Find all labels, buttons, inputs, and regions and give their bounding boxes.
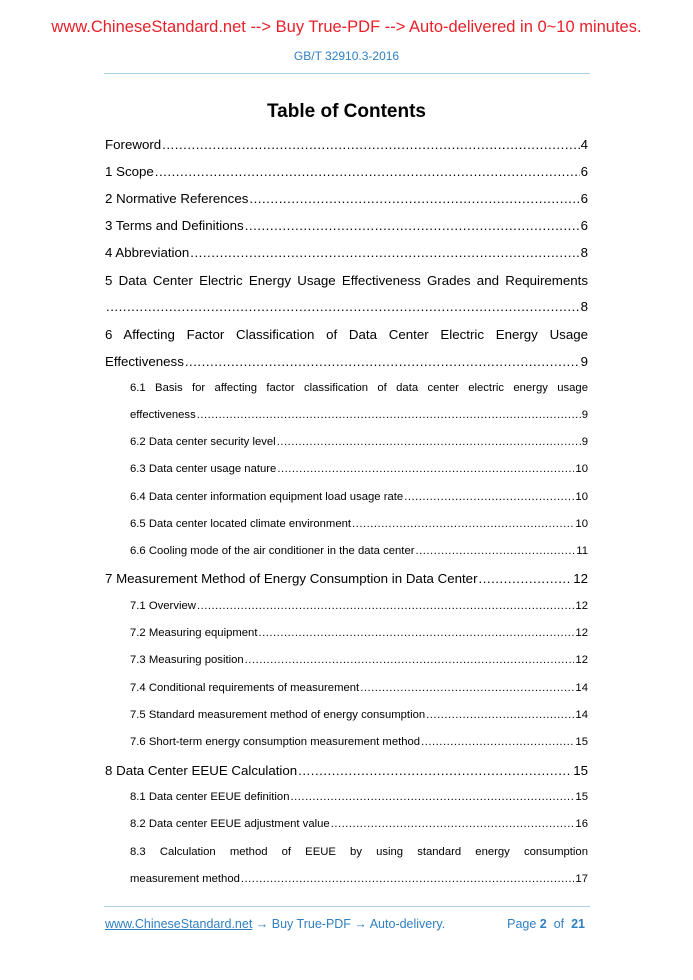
dot-leader bbox=[258, 627, 574, 639]
toc-entry-title: 7.1 Overview bbox=[130, 600, 196, 612]
dot-leader bbox=[106, 299, 580, 314]
dot-leader bbox=[352, 518, 574, 530]
toc-entry[interactable] bbox=[105, 299, 588, 314]
toc-page-number: 8 bbox=[580, 245, 588, 260]
toc-entry[interactable] bbox=[130, 409, 588, 421]
dot-leader bbox=[277, 463, 574, 475]
toc-entry-title: 6.2 Data center security level bbox=[130, 436, 276, 448]
dot-leader bbox=[249, 191, 579, 206]
toc-entry-title: Foreword bbox=[105, 137, 162, 152]
toc-entry-title: 4 Abbreviation bbox=[105, 245, 190, 260]
toc-page-number: 14 bbox=[575, 682, 588, 694]
toc-entry-title: effectiveness bbox=[130, 409, 196, 421]
of-label: of bbox=[553, 917, 565, 931]
toc-entry[interactable] bbox=[130, 545, 588, 557]
toc-entry[interactable] bbox=[130, 846, 588, 858]
toc-entry[interactable] bbox=[105, 245, 588, 260]
page-title: Table of Contents bbox=[266, 101, 427, 122]
footer-link[interactable]: www.ChineseStandard.net bbox=[105, 917, 253, 931]
toc-entry[interactable] bbox=[130, 736, 588, 748]
toc-entry[interactable] bbox=[105, 191, 588, 206]
toc-page-number: 10 bbox=[575, 463, 588, 475]
toc-entry-title: 3 Terms and Definitions bbox=[105, 218, 244, 233]
dot-leader bbox=[404, 491, 574, 503]
toc-page-number: 8 bbox=[580, 299, 588, 314]
toc-page-number: 15 bbox=[575, 736, 588, 748]
footer-divider bbox=[104, 906, 590, 907]
toc-entry[interactable] bbox=[130, 518, 588, 530]
toc-entry-title: 7 Measurement Method of Energy Consumption in Data Center bbox=[105, 571, 478, 586]
toc-entry[interactable] bbox=[130, 600, 588, 612]
toc-page-number: 12 bbox=[573, 571, 588, 586]
dot-leader bbox=[245, 218, 580, 233]
toc-entry-title: 8 Data Center EEUE Calculation bbox=[105, 763, 298, 778]
toc-page-number: 12 bbox=[575, 654, 588, 666]
toc-entry[interactable] bbox=[130, 791, 588, 803]
toc-page-number: 15 bbox=[575, 791, 588, 803]
footer-tagline: → Buy True-PDF → Auto-delivery. bbox=[252, 917, 446, 931]
toc-entry[interactable] bbox=[105, 137, 588, 152]
dot-leader bbox=[241, 873, 575, 885]
toc-page-number: 9 bbox=[580, 354, 588, 369]
dot-leader bbox=[421, 736, 574, 748]
toc-page-number: 17 bbox=[575, 873, 588, 885]
toc-entry-title: 8.1 Data center EEUE definition bbox=[130, 791, 290, 803]
toc-entry-title: 6.4 Data center information equipment load usage rate bbox=[130, 491, 404, 503]
toc-page-number: 9 bbox=[581, 436, 588, 448]
dot-leader bbox=[155, 164, 580, 179]
toc-entry[interactable] bbox=[130, 709, 588, 721]
dot-leader bbox=[190, 245, 579, 260]
footer-text bbox=[105, 917, 445, 931]
toc-entry-title: 8.2 Data center EEUE adjustment value bbox=[130, 818, 330, 830]
dot-leader bbox=[245, 654, 575, 666]
page-indicator bbox=[507, 917, 585, 931]
toc-entry[interactable] bbox=[130, 654, 588, 666]
toc-entry[interactable] bbox=[130, 436, 588, 448]
dot-leader bbox=[185, 354, 580, 369]
toc-entry-title: 6.1 Basis for affecting factor classification of data center electric energy usage bbox=[130, 382, 588, 394]
toc-entry[interactable] bbox=[105, 218, 588, 233]
toc-entry-title: 5 Data Center Electric Energy Usage Effectiveness Grades and Requirements bbox=[105, 273, 588, 288]
toc-entry-title: 7.2 Measuring equipment bbox=[130, 627, 258, 639]
toc-page-number: 15 bbox=[573, 763, 588, 778]
dot-leader bbox=[162, 137, 579, 152]
toc-entry[interactable] bbox=[130, 682, 588, 694]
toc-page-number: 10 bbox=[575, 518, 588, 530]
toc-entry[interactable] bbox=[130, 463, 588, 475]
dot-leader bbox=[426, 709, 574, 721]
toc-page-number: 11 bbox=[576, 545, 588, 557]
toc-entry-title: 6.3 Data center usage nature bbox=[130, 463, 277, 475]
dot-leader bbox=[416, 545, 576, 557]
dot-leader bbox=[331, 818, 575, 830]
toc-page-number: 9 bbox=[581, 409, 588, 421]
toc-entry-title: 6.5 Data center located climate environment bbox=[130, 518, 352, 530]
dot-leader bbox=[197, 409, 581, 421]
toc-page-number: 10 bbox=[575, 491, 588, 503]
dot-leader bbox=[291, 791, 575, 803]
toc-entry-title: 1 Scope bbox=[105, 164, 154, 179]
toc-entry[interactable] bbox=[105, 571, 588, 586]
toc-entry[interactable] bbox=[105, 763, 588, 778]
toc-entry-title: 7.6 Short-term energy consumption measurement method bbox=[130, 736, 421, 748]
toc-entry[interactable] bbox=[130, 382, 588, 394]
toc-page-number: 16 bbox=[575, 818, 588, 830]
page-total: 21 bbox=[571, 917, 585, 931]
toc-entry[interactable] bbox=[130, 873, 588, 885]
toc-entry-title: 7.3 Measuring position bbox=[130, 654, 244, 666]
dot-leader bbox=[360, 682, 574, 694]
dot-leader bbox=[277, 436, 581, 448]
toc-entry-title: 2 Normative References bbox=[105, 191, 249, 206]
page-number: 2 bbox=[539, 917, 547, 931]
toc-entry[interactable] bbox=[130, 627, 588, 639]
toc-entry[interactable] bbox=[130, 491, 588, 503]
toc-page-number: 4 bbox=[580, 137, 588, 152]
page-label: Page bbox=[507, 917, 537, 931]
toc-page-number: 12 bbox=[575, 600, 588, 612]
standard-number-header: GB/T 32910.3-2016 bbox=[293, 49, 400, 63]
toc-page-number: 14 bbox=[575, 709, 588, 721]
toc-entry-title: 8.3 Calculation method of EEUE by using standard energy consumption bbox=[130, 846, 588, 858]
promo-banner[interactable]: www.ChineseStandard.net --> Buy True-PDF --> Auto-delivered in 0~10 minutes. bbox=[51, 18, 642, 36]
toc-entry[interactable] bbox=[105, 327, 588, 342]
toc-entry[interactable] bbox=[130, 818, 588, 830]
toc-page-number: 6 bbox=[580, 191, 588, 206]
toc-entry[interactable] bbox=[105, 164, 588, 179]
toc-page-number: 6 bbox=[580, 164, 588, 179]
toc-page-number: 6 bbox=[580, 218, 588, 233]
toc-entry[interactable] bbox=[105, 354, 588, 369]
toc-entry-title: Effectiveness bbox=[105, 354, 184, 369]
toc-entry-title: 7.5 Standard measurement method of energy consumption bbox=[130, 709, 426, 721]
header-divider bbox=[104, 73, 590, 74]
dot-leader bbox=[479, 571, 573, 586]
dot-leader bbox=[197, 600, 574, 612]
toc-entry-title: measurement method bbox=[130, 873, 240, 885]
toc-entry-title: 7.4 Conditional requirements of measurement bbox=[130, 682, 360, 694]
toc-entry[interactable] bbox=[105, 273, 588, 288]
dot-leader bbox=[298, 763, 572, 778]
toc-entry-title: 6.6 Cooling mode of the air conditioner in the data center bbox=[130, 545, 415, 557]
toc-page-number: 12 bbox=[575, 627, 588, 639]
toc-entry-title: 6 Affecting Factor Classification of Data Center Electric Energy Usage bbox=[105, 327, 588, 342]
